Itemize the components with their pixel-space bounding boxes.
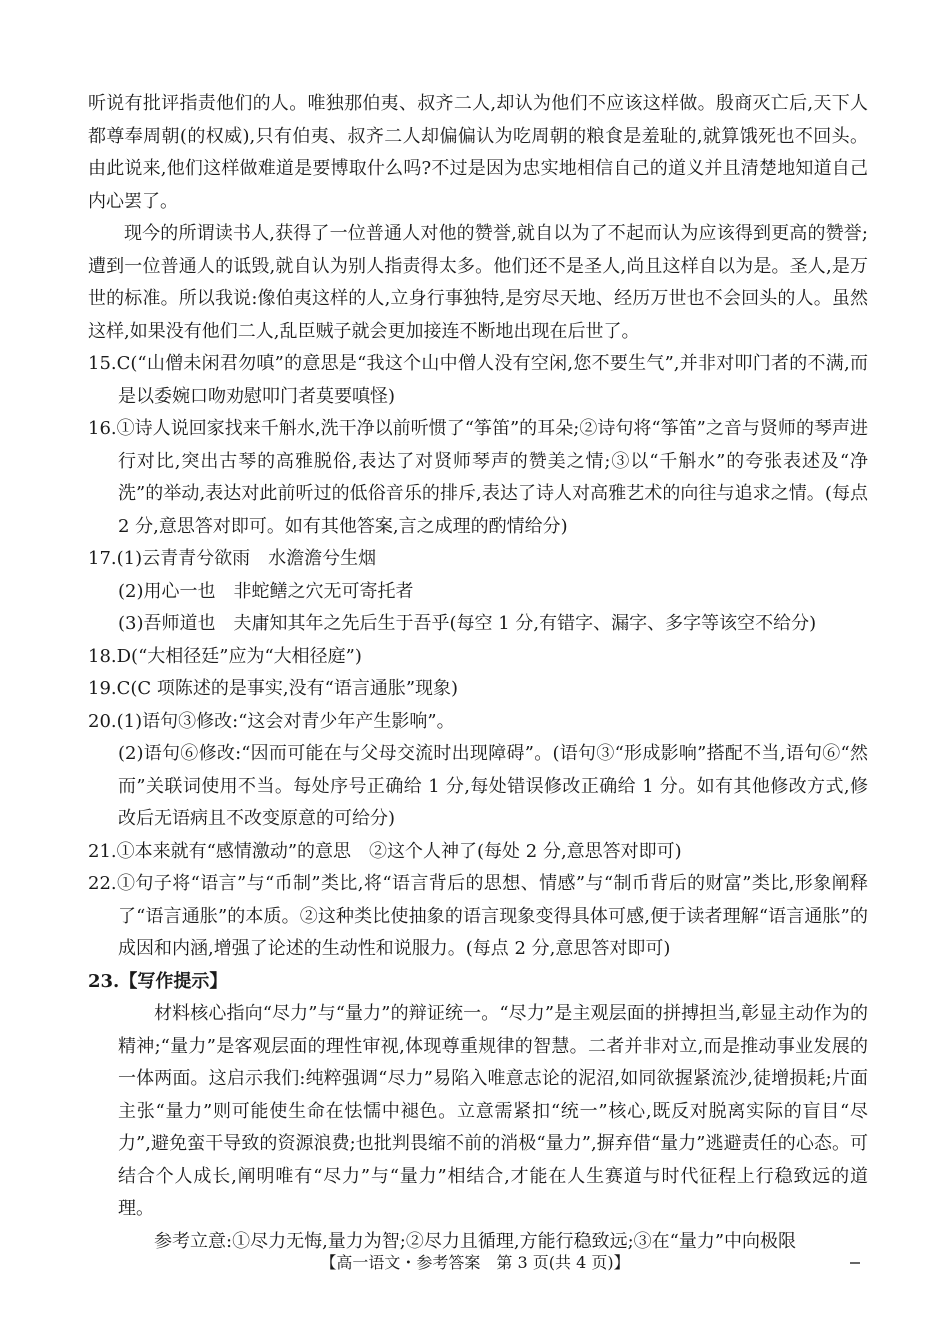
- answer-20-2: (2)语句⑥修改:“因而可能在与父母交流时出现障碍”。(语句③“形成影响”搭配不当,语句⑥“然而”关联词使用不当。每处序号正确给 1 分,每处错误修改正确给 1 分。如有其他修改方式,修改后无语病且不改变原意的可给分): [118, 743, 868, 829]
- answer-17-1: 17.(1)云青青兮欲雨 水澹澹兮生烟: [88, 548, 377, 569]
- reference-theme-paragraph: 参考立意:①尽力无悔,量力为智;②尽力且循理,方能行稳致远;③在“量力”中向极限: [154, 1230, 797, 1252]
- corner-mark: [850, 1262, 860, 1264]
- translation-paragraph-1: 听说有批评指责他们的人。唯独那伯夷、叔齐二人,却认为他们不应该这样做。殷商灭亡后,天下人都尊奉周朝(的权威),只有伯夷、叔齐二人却偏偏认为吃周朝的粮食是羞耻的,就算饿死也不回头。由此说来,他们这样做难道是要博取什么吗?不过是因为忠实地相信自己的道义并且清楚地知道自己内心罢了。: [88, 93, 868, 212]
- writing-tip-paragraph: 材料核心指向“尽力”与“量力”的辩证统一。“尽力”是主观层面的拼搏担当,彰显主动作为的精神;“量力”是客观层面的理性审视,体现尊重规律的智慧。二者并非对立,而是推动事业发展的一体两面。这启示我们:纯粹强调“尽力”易陷入唯意志论的泥沼,如同欲握紧流沙,徒增损耗;片面主张“量力”则可能使生命在怯懦中褪色。立意需紧扣“统一”核心,既反对脱离实际的盲目“尽力”,避免蛮干导致的资源浪费;也批判畏缩不前的消极“量力”,摒弃借“量力”逃避责任的心态。可结合个人成长,阐明唯有“尽力”与“量力”相结合,才能在人生赛道与时代征程上行稳致远的道理。: [118, 1003, 868, 1219]
- page-footer: 【高一语文・参考答案 第 3 页(共 4 页)】: [320, 1253, 630, 1272]
- answer-16: 16.①诗人说回家找来千斛水,洗干净以前听惯了“筝笛”的耳朵;②诗句将“筝笛”之音与贤师的琴声进行对比,突出古琴的高雅脱俗,表达了对贤师琴声的赞美之情;③以“千斛水”的夸张表述及“净洗”的举动,表达对此前听过的低俗音乐的排斥,表达了诗人对高雅艺术的向往与追求之情。(每点 2 分,意思答对即可。如有其他答案,言之成理的酌情给分): [88, 418, 868, 537]
- answer-21: 21.①本来就有“感情激动”的意思 ②这个人神了(每处 2 分,意思答对即可): [88, 840, 682, 862]
- answer-20-1: 20.(1)语句③修改:“这会对青少年产生影响”。: [88, 710, 455, 732]
- answer-19: 19.C(C 项陈述的是事实,没有“语言通胀”现象): [88, 678, 459, 699]
- answer-page: [88, 88, 868, 1258]
- answer-17-2: (2)用心一也 非蛇鳝之穴无可寄托者: [118, 580, 414, 602]
- translation-paragraph-2: 现今的所谓读书人,获得了一位普通人对他的赞誉,就自以为了不起而认为应该得到更高的赞誉;遭到一位普通人的诋毁,就自认为别人指责得太多。他们还不是圣人,尚且这样自以为是。圣人,是万世的标准。所以我说:像伯夷这样的人,立身行事独特,是穷尽天地、经历万世也不会回头的人。虽然这样,如果没有他们二人,乱臣贼子就会更加接连不断地出现在后世了。: [88, 223, 868, 342]
- answer-18: 18.D(“大相径廷”应为“大相径庭”): [88, 645, 362, 667]
- answer-15: 15.C(“山僧未闲君勿嗔”的意思是“我这个山中僧人没有空闲,您不要生气”,并非对叩门者的不满,而是以委婉口吻劝慰叩门者莫要嗔怪): [88, 353, 868, 407]
- answer-17-3: (3)吾师道也 夫庸知其年之先后生于吾乎(每空 1 分,有错字、漏字、多字等该空不给分): [118, 613, 817, 634]
- answer-23-heading: 23.【写作提示】: [88, 970, 228, 992]
- answer-22: 22.①句子将“语言”与“币制”类比,将“语言背后的思想、情感”与“制币背后的财富”类比,形象阐释了“语言通胀”的本质。②这种类比使抽象的语言现象变得具体可感,便于读者理解“语言通胀”的成因和内涵,增强了论述的生动性和说服力。(每点 2 分,意思答对即可): [88, 873, 868, 959]
